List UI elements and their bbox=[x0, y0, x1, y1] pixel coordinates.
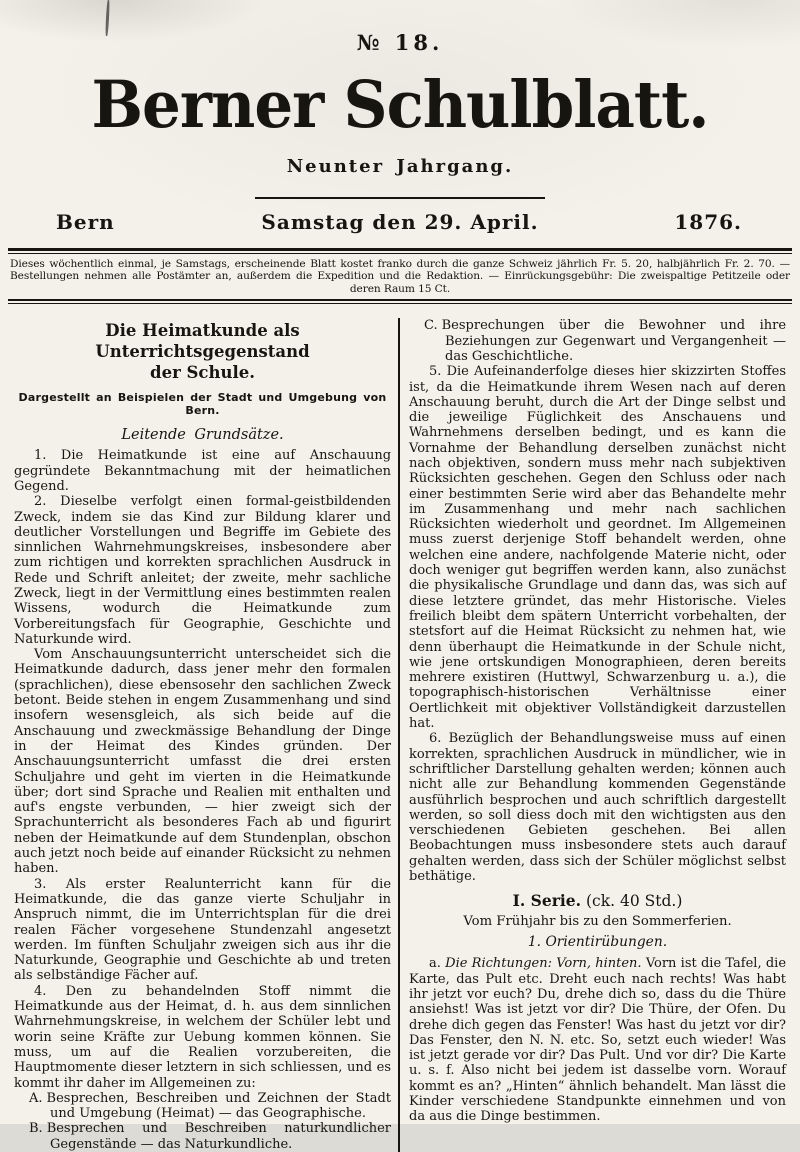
masthead-title-wrap bbox=[0, 55, 800, 154]
paragraph-5: 4. Den zu behandelnden Stoff nimmt die Heimatkunde aus der Heimat, d. h. aus dem sinnlichen Wahrnehmungskreise, in welchem der Schüler lebt und worin seine Kräfte zur Uebung kommen können. Sie muss, um auf die Realien vorzubereiten, die Hauptmomente dieser letztern in sich schliessen, und es kommt ihr daher im Allgemeinen zu: bbox=[14, 983, 392, 1091]
serie-subheading: Vom Frühjahr bis zu den Sommerferien. bbox=[463, 914, 732, 930]
short-rule bbox=[255, 197, 545, 199]
paragraph-7: 6. Bezüglich der Behandlungsweise muss auf einen korrekten, sprachlichen Ausdruck in mündlicher, wie in schriftlicher Darstellung gehalten werden; können auch nicht alle zur Behandlung kommenden Gegenstände ausführlich besprochen und auch schriftlich dargestellt werden, so soll diess doch mit den wichtigsten aus den verschiedenen Gebieten geschehen. Bei allen Beobachtungen muss insbesondere stets auch darauf gehalten werden, dass sich der Schüler möglichst selbst bethätige. bbox=[409, 731, 787, 885]
paragraph-8-text: Vorn ist die Tafel, die Karte, das Pult etc. Dreht euch nach rechts! Was habt ihr jetzt vor euch? Du, drehe dich so, dass du die Thüre ansiehst! Was ist jetzt vor dir? Die Thüre, der Ofen. Du drehe dich gegen das Fenster! Was hast du jetzt vor dir? Das Fenster, den N. N. etc. So, setzt euch wieder! Was ist jetzt gerade vor dir? Das Pult. Und vor dir? Die Karte u. s. f. Also nicht bei jedem ist dasselbe vorn. Worauf kommt es an? „Hinten“ ähnlich behandelt. Man lässt die Kinder verschiedene Standpunkte einnehmen und von da aus die Dinge bestimmen. bbox=[409, 956, 787, 1125]
paragraph-1: 1. Die Heimatkunde ist eine auf Anschauung gegründete Bekanntmachung mit der heimatlichen Gegend. bbox=[14, 448, 392, 494]
paragraph-2: 2. Dieselbe verfolgt einen formal-geistbildenden Zweck, indem sie das Kind zur Bildung klarer und deutlicher Vorstellungen und Begriffe im Gebiete des sinnlichen Wahrnehmungskreises, insbesondere aber zum richtigen und korrekten sprachlichen Ausdruck in Rede und Schrift anleitet; der zweite, mehr sachliche Zweck, liegt in der Vermittlung eines bestimmten realen Wissens, wodurch die Heimatkunde zum Vorbereitungsfach für Geographie, Geschichte und Naturkunde wird. bbox=[14, 494, 392, 647]
thick-thin-rule bbox=[8, 248, 792, 254]
paragraph-8-lead: Die Richtungen: Vorn, hinten. bbox=[445, 956, 642, 972]
serie-heading-note: (ck. 40 Std.) bbox=[586, 892, 683, 911]
paragraph-8 bbox=[409, 956, 786, 1124]
publication-notice: Dieses wöchentlich einmal, je Samstags, erscheinende Blatt kostet franko durch die ganze Schweiz jährlich Fr. 5. 20, halbjährlich Fr. 2. 70. — Bestellungen nehmen alle Postämter an, außerdem die Expedition und die Redaktion. — Einrückungsgebühr: Die zweispaltige Petitzeile oder deren Raum 15 Ct. bbox=[10, 257, 790, 295]
dateline-place: Bern bbox=[56, 209, 115, 234]
dateline-date: Samstag den 29. April. bbox=[261, 209, 539, 234]
list-item-c bbox=[409, 318, 786, 364]
dateline bbox=[0, 210, 800, 236]
list-marker-b: B. bbox=[29, 1121, 43, 1137]
list-marker-a: A. bbox=[29, 1090, 43, 1106]
section-heading: Leitende Grundsätze. bbox=[121, 427, 284, 444]
double-rule bbox=[8, 299, 792, 304]
article-title-line1: Die Heimatkunde als Unterrichtsgegenstand bbox=[95, 321, 310, 362]
paragraph-4: 3. Als erster Realunterricht kann für die Heimatkunde, die das ganze vierte Schuljahr in Anspruch nimmt, die im Unterrichtsplan für die drei realen Fächer vorgesehene Stundenzahl angesetzt werden. Im fünften Schuljahr zweigen sich aus ihr die Naturkunde, Geographie und Geschichte ab und treten als selbständige Fächer auf. bbox=[14, 876, 392, 984]
masthead-title: Berner Schulblatt. bbox=[91, 67, 709, 144]
issue-number: № 18. bbox=[356, 30, 444, 55]
column-right bbox=[400, 318, 786, 1152]
list-text-c: Besprechungen über die Bewohner und ihre Beziehungen zur Gegenwart und Vergangenheit — das Geschichtliche. bbox=[441, 318, 787, 364]
column-left bbox=[14, 318, 398, 1152]
article-title-line2: der Schule. bbox=[150, 363, 255, 383]
article-columns bbox=[14, 318, 786, 1152]
list-item-b bbox=[14, 1121, 391, 1152]
serie-heading bbox=[409, 891, 786, 910]
paragraph-6: 5. Die Aufeinanderfolge dieses hier skizzirten Stoffes ist, da die Heimatkunde ihrem Wesen nach auf deren Anschauung beruht, durch die Art der Dinge selbst und die jeweilige Füglichkeit des Anschauens und Wahrnehmens derselben bedingt, und es kann die Vornahme der Behandlung derselben zunächst nicht nach objektiven, sondern muss mehr nach subjektiven Rücksichten geschehen. Gegen den Schluss oder nach einer bestimmten Serie wird aber das Behandelte mehr im Zusammenhang und mehr nach sachlichen Rücksichten wiederholt und geordnet. Im Allgemeinen muss zuerst derjenige Stoff behandelt werden, ohne welchen eine andere, nachfolgende Materie nicht, oder doch weniger gut begriffen werden kann, also zunächst die physikalische Grundlage und dann das, was sich auf diese letztere gründet, das mehr Historische. Vieles freilich bleibt dem spätern Unterricht vorbehalten, der stetsfort auf die Heimat Rücksicht zu nehmen hat, wie denn überhaupt die Heimatkunde in der Schule nicht, wie jene ortskundigen Monographieen, deren bereits mehrere existiren (Huttwyl, Schwarzenburg u. a.), die topographisch-historischen Verhältnisse einer Oertlichkeit mit objektiver Vollständigkeit darzustellen hat. bbox=[409, 364, 787, 732]
paragraph-3: Vom Anschauungsunterricht unterscheidet sich die Heimatkunde dadurch, dass jener mehr den formalen (sprachlichen), diese ebensosehr den sachlichen Zweck betont. Beide stehen in engem Zusammenhang und sind insofern wesensgleich, als sich beide auf die Anschauung und zweckmässige Behandlung der Dinge in der Heimat des Kindes gründen. Der Anschauungsunterricht umfasst die drei ersten Schuljahre und geht im vierten in die Heimatkunde über; dort sind Sprache und Realien mit enthalten und auf's engste verbunden, — hier zweigt sich der Sprachunterricht als besonderes Fach ab und figurirt neben der Heimatkunde auf dem Stundenplan, obschon auch jetzt noch beide auf einander Rücksicht zu nehmen haben. bbox=[14, 647, 392, 877]
list-text-b: Besprechen und Beschreiben naturkundlicher Gegenstände — das Naturkundliche. bbox=[46, 1121, 392, 1152]
serie-heading-title: I. Serie. bbox=[512, 891, 582, 911]
exercise-heading: 1. Orientirübungen. bbox=[527, 934, 668, 951]
edition-subtitle: Neunter Jahrgang. bbox=[286, 155, 514, 177]
masthead bbox=[0, 0, 800, 304]
dateline-year: 1876. bbox=[674, 209, 742, 234]
list-item-a bbox=[14, 1091, 391, 1122]
list-marker-c: C. bbox=[424, 318, 438, 334]
paragraph-8-marker: a. bbox=[429, 956, 441, 972]
list-text-a: Besprechen, Beschreiben und Zeichnen der Stadt und Umgebung (Heimat) — das Geographische. bbox=[46, 1090, 392, 1122]
article-byline: Dargestellt an Beispielen der Stadt und Umgebung von Bern. bbox=[18, 391, 387, 418]
